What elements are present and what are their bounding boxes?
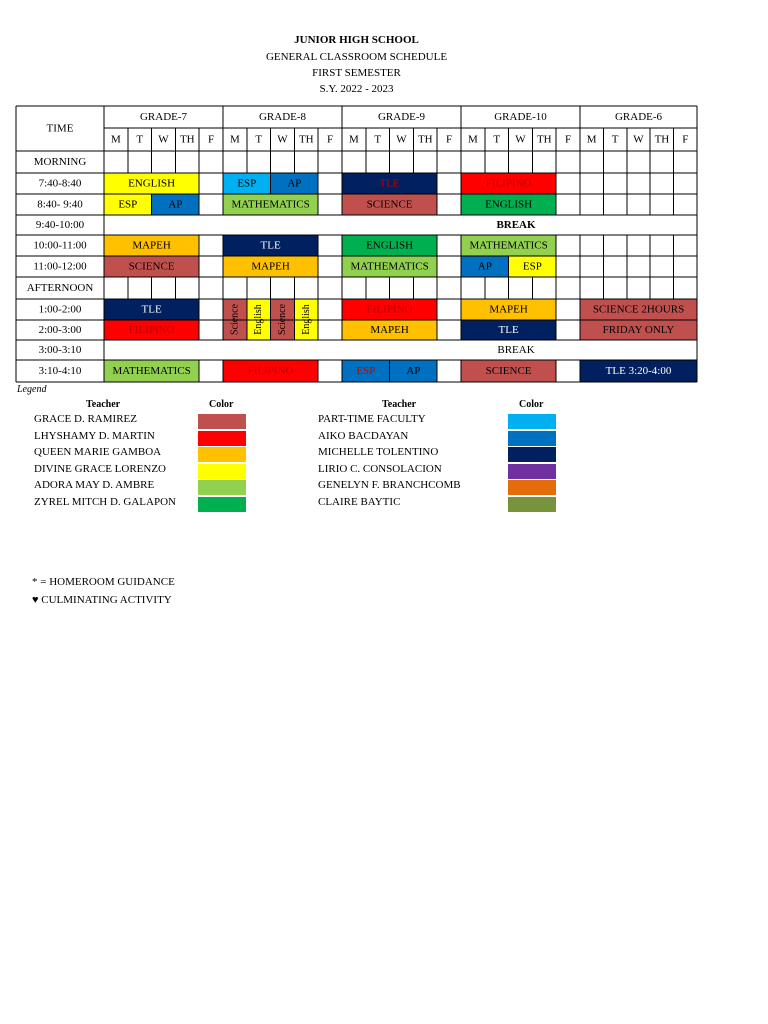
legend-teacher-name: AIKO BACDAYAN <box>318 429 409 442</box>
schedule-block-label: MATHEMATICS <box>231 198 310 211</box>
day-header: F <box>682 133 689 146</box>
schedule-block-label: TLE <box>260 239 281 252</box>
schedule-block-label: TLE <box>498 324 519 336</box>
schedule-block-label: TLE <box>141 303 162 316</box>
schedule-block-label: SCIENCE 2HOURS <box>592 303 685 316</box>
schedule-title: GENERAL CLASSROOM SCHEDULE <box>265 51 448 63</box>
legend-color-swatch <box>198 464 246 479</box>
legend-color-swatch <box>508 431 556 446</box>
time-header: TIME <box>46 122 74 135</box>
day-header: T <box>493 133 501 146</box>
schedule-block-label: ENGLISH <box>485 198 533 211</box>
legend-teacher-name: LIRIO C. CONSOLACION <box>318 462 442 475</box>
grade-header: GRADE-7 <box>139 111 188 123</box>
legend-teacher-header-2: Teacher <box>382 399 417 410</box>
schedule-block-label: FILIPINO <box>485 177 532 190</box>
day-header: W <box>515 133 526 146</box>
legend-color-swatch <box>198 447 246 462</box>
legend-teacher-name: CLAIRE BAYTIC <box>318 495 401 508</box>
schedule-block-label: MAPEH <box>132 239 171 252</box>
schedule-block-label: SCIENCE <box>485 365 532 377</box>
day-header: T <box>611 133 619 146</box>
legend-teacher-name: QUEEN MARIE GAMBOA <box>34 446 162 458</box>
semester: FIRST SEMESTER <box>312 67 401 79</box>
legend-teacher-name: ZYREL MITCH D. GALAPON <box>34 495 176 508</box>
day-header: M <box>230 133 240 146</box>
grade-header: GRADE-10 <box>494 111 547 123</box>
legend-color-swatch <box>508 414 556 429</box>
legend-teacher-name: GRACE D. RAMIREZ <box>34 413 137 425</box>
day-header: M <box>468 133 478 146</box>
schedule-block-label: Science <box>277 303 288 336</box>
day-header: W <box>633 133 644 146</box>
legend-teacher-name: ADORA MAY D. AMBRE <box>34 479 155 491</box>
schedule-block-label: ESP <box>356 365 376 377</box>
schedule-block-label: AP <box>287 177 302 190</box>
day-header: M <box>586 133 597 146</box>
break-label: BREAK <box>497 344 535 356</box>
schedule-block-label: ESP <box>118 198 138 211</box>
legend-color-swatch <box>198 414 246 429</box>
schedule-block-label: ENGLISH <box>128 177 176 190</box>
school-name: JUNIOR HIGH SCHOOL <box>294 34 419 46</box>
time-label: 9:40-10:00 <box>35 219 85 231</box>
day-header: W <box>158 133 169 146</box>
day-header: F <box>565 133 572 146</box>
day-header: TH <box>417 133 433 146</box>
day-header: M <box>349 133 359 146</box>
legend-color-swatch <box>198 431 246 446</box>
schedule-block-label: FILIPINO <box>128 324 175 336</box>
day-header: F <box>208 133 215 146</box>
grade-header: GRADE-8 <box>258 111 307 123</box>
schedule-block-label: FILIPINO <box>247 365 294 377</box>
time-label: 10:00-11:00 <box>33 239 87 252</box>
culminating-note: ♥ CULMINATING ACTIVITY <box>32 594 172 606</box>
schedule-block-label: FRIDAY ONLY <box>602 324 675 336</box>
legend-teacher-name: LHYSHAMY D. MARTIN <box>34 429 155 442</box>
schedule-block-label: SCIENCE <box>366 198 413 211</box>
schedule-block-label: AP <box>406 365 421 377</box>
day-header: TH <box>654 133 670 146</box>
legend-color-swatch <box>198 497 246 512</box>
schedule-block-label: MATHEMATICS <box>469 239 548 252</box>
schedule-block-label: MATHEMATICS <box>112 365 191 377</box>
time-label: 8:40- 9:40 <box>37 198 83 211</box>
schedule-block-label: ESP <box>237 177 257 190</box>
time-label: MORNING <box>33 156 87 168</box>
time-label: 3:00-3:10 <box>38 344 82 356</box>
schedule-block-label: ESP <box>522 260 542 273</box>
grade-header: GRADE-6 <box>614 111 663 123</box>
day-header: W <box>396 133 407 146</box>
legend-color-swatch <box>508 497 556 512</box>
homeroom-note: * = HOMEROOM GUIDANCE <box>32 576 175 588</box>
day-header: M <box>111 133 121 146</box>
day-header: T <box>136 133 144 146</box>
day-header: TH <box>179 133 195 146</box>
time-label: 3:10-4:10 <box>38 365 82 377</box>
day-header: T <box>255 133 263 146</box>
schedule-block-label: AP <box>477 260 492 273</box>
legend-teacher-name: GENELYN F. BRANCHCOMB <box>318 479 461 491</box>
day-header: W <box>277 133 288 146</box>
time-label: AFTERNOON <box>26 282 94 294</box>
day-header: TH <box>536 133 552 146</box>
schedule-block-label: SCIENCE <box>128 260 175 273</box>
schedule-block-label: Science <box>229 303 241 336</box>
legend-teacher-name: DIVINE GRACE LORENZO <box>34 462 166 475</box>
schedule-block-label: MAPEH <box>370 324 409 336</box>
schedule-block-label: English <box>253 304 265 335</box>
legend-title: Legend <box>17 384 47 395</box>
time-label: 7:40-8:40 <box>38 177 82 190</box>
legend-color-header: Color <box>209 399 234 410</box>
schedule-block-label: AP <box>168 198 183 211</box>
break-label: BREAK <box>496 219 536 231</box>
schedule-block-label: MAPEH <box>251 260 290 273</box>
day-header: T <box>374 133 382 146</box>
legend-color-swatch <box>508 464 556 479</box>
legend-teacher-name: PART-TIME FACULTY <box>318 413 426 425</box>
time-label: 11:00-12:00 <box>33 260 87 273</box>
grade-header: GRADE-9 <box>377 111 426 123</box>
time-label: 1:00-2:00 <box>38 303 82 316</box>
schedule-block-label: English <box>300 304 312 335</box>
legend-color-swatch <box>508 447 556 462</box>
schedule-table <box>0 0 768 400</box>
legend-color-header-2: Color <box>519 399 544 410</box>
schedule-block-label: MAPEH <box>489 303 528 316</box>
schedule-block-label: TLE <box>379 177 400 190</box>
day-header: TH <box>298 133 314 146</box>
schedule-block-label: TLE 3:20-4:00 <box>605 365 672 377</box>
schedule-block-label: ENGLISH <box>366 239 414 252</box>
school-year: S.Y. 2022 - 2023 <box>319 83 394 95</box>
legend-teacher-name: MICHELLE TOLENTINO <box>318 446 439 458</box>
day-header: F <box>446 133 453 146</box>
time-label: 2:00-3:00 <box>38 324 82 336</box>
day-header: F <box>327 133 334 146</box>
schedule-block-label: FILIPINO <box>366 303 413 316</box>
legend-teacher-header: Teacher <box>86 399 121 410</box>
legend-color-swatch <box>198 480 246 495</box>
legend-color-swatch <box>508 480 556 495</box>
schedule-block-label: MATHEMATICS <box>350 260 429 273</box>
